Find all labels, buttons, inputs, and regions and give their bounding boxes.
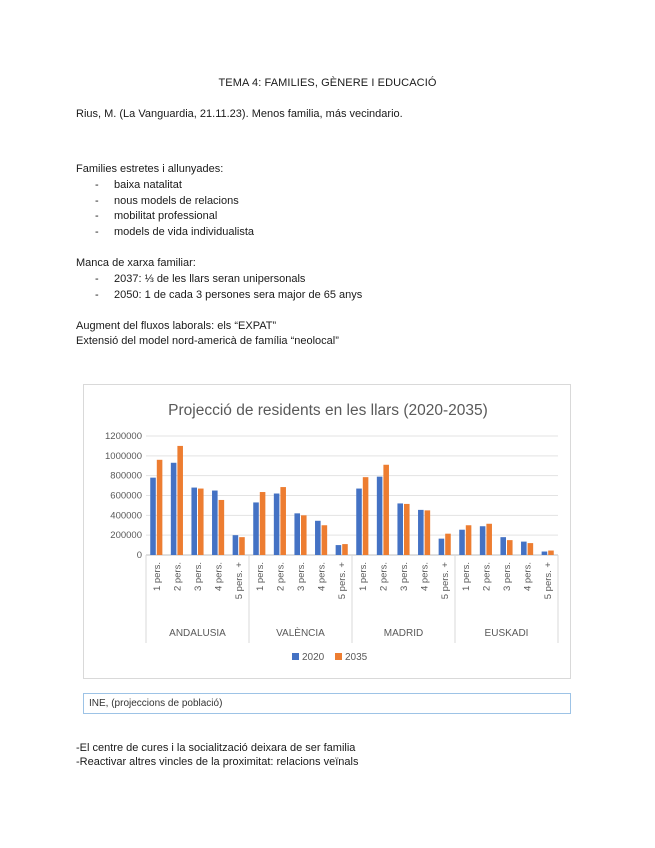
bar-2035 — [363, 477, 369, 555]
group-label: ANDALUSIA — [169, 628, 226, 639]
x-tick-label: 1 pers. — [357, 562, 369, 592]
x-tick-label: 4 pers. — [419, 562, 431, 592]
bar-2035 — [301, 515, 307, 555]
y-tick-label: 400000 — [110, 510, 142, 522]
reference-line: Rius, M. (La Vanguardia, 21.11.23). Menos familia, más vecindario. — [76, 108, 403, 120]
bar-2035 — [425, 510, 431, 555]
y-tick-label: 1200000 — [105, 431, 142, 442]
x-tick-label: 2 pers. — [481, 562, 493, 592]
x-tick-label: 3 pers. — [399, 562, 410, 592]
x-tick-label: 3 pers. — [296, 562, 307, 592]
bar-chart — [84, 385, 572, 680]
bar-2020 — [233, 535, 239, 555]
x-tick-label: 4 pers. — [522, 562, 534, 592]
bar-2020 — [315, 521, 321, 555]
x-tick-label: 1 pers. — [460, 562, 472, 592]
bar-2035 — [507, 540, 513, 555]
x-tick-label: 4 pers. — [316, 562, 328, 592]
list-item — [95, 210, 217, 222]
x-tick-label: 1 pers. — [254, 562, 266, 592]
bullet-dash: - — [95, 179, 99, 191]
x-tick-label: 2 pers. — [275, 562, 287, 592]
bullet-dash: - — [95, 273, 99, 285]
legend-swatch-2035 — [335, 653, 342, 660]
list-item-text: nous models de relacions — [114, 195, 239, 207]
bar-2020 — [171, 463, 177, 555]
bullet-dash: - — [95, 210, 99, 222]
y-tick-label: 600000 — [110, 490, 142, 502]
chart-container — [83, 384, 571, 679]
list-item — [95, 289, 362, 301]
bar-2020 — [253, 502, 259, 555]
bar-2020 — [480, 526, 486, 555]
x-tick-label: 5 pers. + — [337, 562, 349, 600]
x-tick-label: 5 pers. + — [440, 562, 452, 600]
bar-2035 — [342, 544, 348, 555]
x-tick-label: 2 pers. — [172, 562, 184, 592]
bar-2020 — [459, 530, 465, 555]
bar-2035 — [404, 504, 410, 555]
bar-2020 — [397, 503, 403, 555]
expat-line: Augment del fluxos laborals: els “EXPAT” — [76, 320, 277, 332]
page-title: TEMA 4: FAMILIES, GÈNERE I EDUCACIÓ — [218, 77, 437, 89]
chart-title: Projecció de residents en les llars (2020-2035) — [168, 402, 488, 419]
bar-2020 — [150, 478, 156, 555]
bar-2020 — [336, 545, 342, 555]
bar-2020 — [294, 513, 300, 555]
bar-2020 — [521, 542, 527, 555]
bar-2035 — [157, 460, 163, 555]
bar-2035 — [177, 446, 183, 555]
bullet-dash: - — [95, 289, 99, 301]
bar-2020 — [274, 494, 280, 555]
list-item-text: 2050: 1 de cada 3 persones sera major de 65 anys — [114, 289, 363, 301]
group-label: MADRID — [383, 628, 424, 639]
y-tick-label: 1000000 — [105, 450, 142, 462]
x-tick-label: 3 pers. — [502, 562, 513, 592]
bar-2020 — [356, 489, 362, 555]
list-item — [95, 195, 239, 207]
bullet-dash: - — [95, 195, 99, 207]
bar-2035 — [445, 534, 451, 555]
legend-swatch-2020 — [292, 653, 299, 660]
bar-2020 — [377, 477, 383, 555]
x-tick-label: 2 pers. — [378, 562, 390, 592]
x-tick-label: 3 pers. — [193, 562, 204, 592]
list-item-text: models de vida individualista — [114, 226, 255, 238]
bar-2035 — [219, 500, 225, 555]
legend-label-2035: 2035 — [345, 652, 368, 663]
bullet-dash: - — [95, 226, 99, 238]
bar-2035 — [239, 537, 245, 555]
group-label: EUSKADI — [484, 628, 529, 639]
list-item-text: baixa natalitat — [114, 179, 182, 191]
bar-2035 — [466, 525, 472, 555]
bar-2035 — [260, 492, 266, 555]
y-tick-label: 0 — [136, 550, 142, 561]
x-tick-label: 5 pers. + — [234, 562, 246, 600]
bar-2020 — [439, 539, 445, 555]
x-tick-label: 4 pers. — [213, 562, 225, 592]
section2-heading: Manca de xarxa familiar: — [76, 257, 196, 269]
section1-heading: Families estretes i allunyades: — [76, 163, 224, 175]
closing-line-1: -El centre de cures i la socialització deixara de ser familia — [76, 742, 356, 754]
bar-2035 — [280, 487, 286, 555]
closing-line-2: -Reactivar altres vincles de la proximitat: relacions veïnals — [76, 756, 359, 768]
source-caption: INE, (projeccions de població) — [83, 693, 571, 714]
bar-2020 — [212, 491, 218, 555]
list-item-text: 2037: ⅓ de les llars seran unipersonals — [114, 273, 306, 285]
bar-2020 — [418, 510, 424, 555]
legend-label-2020: 2020 — [302, 652, 325, 663]
bar-2035 — [528, 543, 534, 555]
bar-2020 — [191, 488, 197, 555]
bar-2035 — [548, 551, 554, 555]
bar-2020 — [500, 537, 506, 555]
x-tick-label: 5 pers. + — [543, 562, 555, 600]
x-tick-label: 1 pers. — [151, 562, 163, 592]
list-item — [95, 273, 305, 285]
group-label: VALÈNCIA — [276, 628, 325, 639]
bar-2035 — [198, 489, 204, 555]
bar-2020 — [542, 552, 548, 555]
bar-2035 — [322, 525, 328, 555]
list-item-text: mobilitat professional — [114, 210, 218, 222]
list-item — [95, 226, 254, 238]
neolocal-line: Extensió del model nord-americà de família “neolocal” — [76, 335, 339, 347]
y-tick-label: 200000 — [110, 530, 142, 542]
bar-2035 — [486, 524, 492, 555]
list-item — [95, 179, 182, 191]
y-tick-label: 800000 — [110, 470, 142, 482]
bar-2035 — [383, 465, 389, 555]
